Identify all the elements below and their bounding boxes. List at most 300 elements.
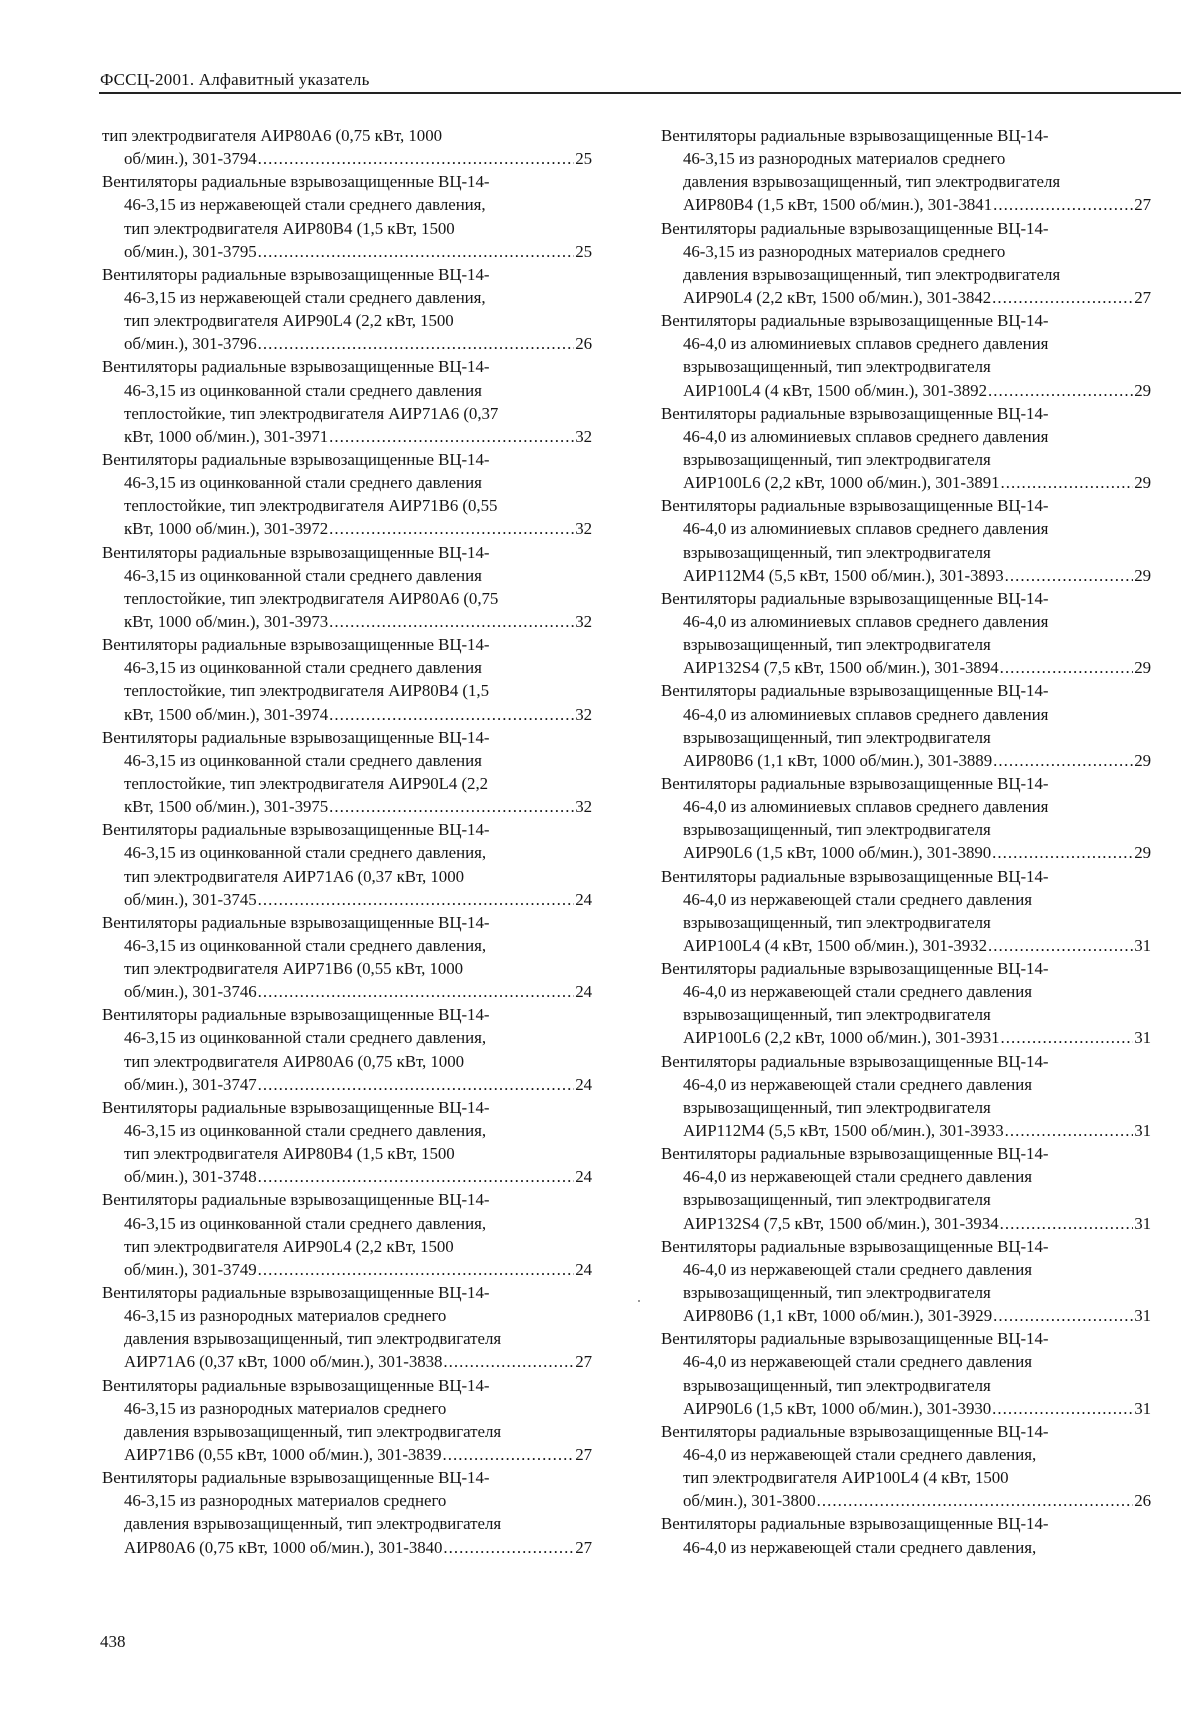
entry-text: взрывозащищенный, тип электродвигателя — [683, 1375, 991, 1395]
entry-text: взрывозащищенный, тип электродвигателя — [683, 1190, 991, 1210]
entry-text: кВт, 1500 об/мин.), 301-3975 — [124, 797, 329, 817]
index-entry — [661, 1327, 1151, 1420]
index-entry — [661, 402, 1151, 495]
index-entry — [102, 355, 592, 448]
entry-text: тип электродвигателя АИР80А6 (0,75 кВт, 1000 — [124, 1051, 464, 1071]
dot-leader — [1001, 471, 1134, 494]
index-entry-line — [102, 332, 592, 355]
index-column-right — [661, 124, 1151, 1559]
index-entry — [661, 217, 1151, 310]
entry-text: Вентиляторы радиальные взрывозащищенные ВЦ-14- — [661, 959, 1049, 979]
dot-leader — [1000, 656, 1134, 679]
index-entry-line — [102, 1050, 592, 1073]
dot-leader — [258, 1165, 575, 1188]
index-entry — [102, 448, 592, 541]
entry-text: 46-3,15 из оцинкованной стали среднего давления — [124, 380, 482, 400]
entry-page-ref: 26 — [1134, 1491, 1151, 1511]
entry-text: Вентиляторы радиальные взрывозащищенные ВЦ-14- — [102, 912, 490, 932]
entry-page-ref: 25 — [575, 149, 592, 169]
entry-text: 46-3,15 из оцинкованной стали среднего давления — [124, 473, 482, 493]
entry-text: тип электродвигателя АИР80В4 (1,5 кВт, 1500 — [124, 218, 455, 238]
index-entry-line — [102, 911, 592, 934]
entry-text: Вентиляторы радиальные взрывозащищенные ВЦ-14- — [102, 172, 490, 192]
entry-text: АИР100L6 (2,2 кВт, 1000 об/мин.), 301-3931 — [683, 1028, 1000, 1048]
entry-text: тип электродвигателя АИР90L4 (2,2 кВт, 1500 — [124, 311, 454, 331]
entry-text: 46-4,0 из нержавеющей стали среднего давления — [683, 889, 1032, 909]
entry-text: Вентиляторы радиальные взрывозащищенные ВЦ-14- — [102, 357, 490, 377]
dot-leader — [329, 517, 574, 540]
entry-page-ref: 29 — [1134, 658, 1151, 678]
entry-page-ref: 31 — [1134, 1213, 1151, 1233]
index-entry-line — [102, 980, 592, 1003]
entry-text: 46-4,0 из нержавеющей стали среднего давления — [683, 1352, 1032, 1372]
entry-page-ref: 32 — [575, 704, 592, 724]
entry-text: взрывозащищенный, тип электродвигателя — [683, 1097, 991, 1117]
index-entry-line — [661, 934, 1151, 957]
entry-text: 46-4,0 из нержавеющей стали среднего давления — [683, 1259, 1032, 1279]
entry-page-ref: 27 — [575, 1537, 592, 1557]
entry-text: взрывозащищенный, тип электродвигателя — [683, 635, 991, 655]
index-entry-line — [661, 1350, 1151, 1373]
index-entry — [661, 494, 1151, 587]
index-entry-line — [102, 1281, 592, 1304]
index-entry — [102, 541, 592, 634]
dot-leader — [258, 1258, 575, 1281]
entry-text: об/мин.), 301-3745 — [124, 889, 257, 909]
entry-text: Вентиляторы радиальные взрывозащищенные ВЦ-14- — [661, 588, 1049, 608]
entry-page-ref: 31 — [1134, 1028, 1151, 1048]
dot-leader — [258, 240, 575, 263]
entry-text: Вентиляторы радиальные взрывозащищенные ВЦ-14- — [661, 866, 1049, 886]
index-entry — [102, 911, 592, 1004]
entry-text: Вентиляторы радиальные взрывозащищенные ВЦ-14- — [661, 1421, 1049, 1441]
index-entry-line — [102, 263, 592, 286]
entry-text: тип электродвигателя АИР71А6 (0,37 кВт, 1000 — [124, 866, 464, 886]
entry-text: АИР132S4 (7,5 кВт, 1500 об/мин.), 301-3934 — [683, 1213, 999, 1233]
entry-text: взрывозащищенный, тип электродвигателя — [683, 1283, 991, 1303]
index-entry-line — [102, 1443, 592, 1466]
index-entry-line — [661, 726, 1151, 749]
dot-leader — [329, 610, 574, 633]
entry-text: 46-3,15 из оцинкованной стали среднего давления, — [124, 1121, 487, 1141]
index-entry-line — [661, 1327, 1151, 1350]
dot-leader — [1005, 564, 1134, 587]
entry-text: Вентиляторы радиальные взрывозащищенные ВЦ-14- — [661, 773, 1049, 793]
entry-text: взрывозащищенный, тип электродвигателя — [683, 912, 991, 932]
entry-text: Вентиляторы радиальные взрывозащищенные ВЦ-14- — [661, 1144, 1049, 1164]
index-entry-line — [661, 263, 1151, 286]
entry-text: Вентиляторы радиальные взрывозащищенные ВЦ-14- — [102, 1005, 490, 1025]
entry-text: взрывозащищенный, тип электродвигателя — [683, 449, 991, 469]
index-entry-line — [661, 818, 1151, 841]
index-entry — [102, 263, 592, 356]
entry-text: АИР71А6 (0,37 кВт, 1000 об/мин.), 301-3838 — [124, 1352, 443, 1372]
index-entry-line — [661, 147, 1151, 170]
index-entry-line — [661, 957, 1151, 980]
index-entry-line — [102, 656, 592, 679]
index-entry-line — [102, 564, 592, 587]
entry-text: АИР71В6 (0,55 кВт, 1000 об/мин.), 301-3839 — [124, 1445, 442, 1465]
entry-text: 46-3,15 из нержавеющей стали среднего давления, — [124, 287, 486, 307]
dot-leader — [993, 193, 1133, 216]
entry-page-ref: 32 — [575, 797, 592, 817]
entry-text: Вентиляторы радиальные взрывозащищенные ВЦ-14- — [661, 681, 1049, 701]
dot-leader — [993, 1304, 1133, 1327]
index-entry — [661, 124, 1151, 217]
entry-text: об/мин.), 301-3794 — [124, 149, 257, 169]
entry-text: Вентиляторы радиальные взрывозащищенные ВЦ-14- — [661, 218, 1049, 238]
entry-page-ref: 31 — [1134, 935, 1151, 955]
index-entry — [661, 957, 1151, 1050]
index-entry-line — [102, 1119, 592, 1142]
dot-leader — [258, 888, 575, 911]
index-entry-line — [102, 841, 592, 864]
index-entry — [661, 772, 1151, 865]
index-entry — [102, 1374, 592, 1467]
index-entry-line — [102, 749, 592, 772]
entry-text: АИР80А6 (0,75 кВт, 1000 об/мин.), 301-3840 — [124, 1537, 443, 1557]
index-entry — [102, 1003, 592, 1096]
entry-text: 46-3,15 из оцинкованной стали среднего давления, — [124, 1028, 487, 1048]
index-entry-line — [661, 633, 1151, 656]
entry-text: АИР80В6 (1,1 кВт, 1000 об/мин.), 301-3889 — [683, 750, 993, 770]
index-entry-line — [102, 1258, 592, 1281]
index-entry-line — [102, 1235, 592, 1258]
entry-text: Вентиляторы радиальные взрывозащищенные ВЦ-14- — [661, 126, 1049, 145]
entry-text: АИР112М4 (5,5 кВт, 1500 об/мин.), 301-3933 — [683, 1121, 1004, 1141]
index-entry-line — [102, 193, 592, 216]
index-entry-line — [102, 610, 592, 633]
index-entry-line — [661, 749, 1151, 772]
index-entry-line — [102, 865, 592, 888]
index-entry-line — [661, 286, 1151, 309]
index-entry-line — [661, 379, 1151, 402]
entry-text: 46-3,15 из оцинкованной стали среднего давления — [124, 565, 482, 585]
entry-text: 46-3,15 из оцинкованной стали среднего давления — [124, 658, 482, 678]
index-entry-line — [102, 309, 592, 332]
entry-text: взрывозащищенный, тип электродвигателя — [683, 820, 991, 840]
index-entry — [102, 726, 592, 819]
index-entry-line — [661, 703, 1151, 726]
index-entry-line — [661, 1235, 1151, 1258]
index-entry-line — [102, 1420, 592, 1443]
index-entry-line — [661, 402, 1151, 425]
dot-leader — [817, 1489, 1134, 1512]
index-column-left — [102, 124, 592, 1559]
index-entry-line — [102, 1536, 592, 1559]
index-entry-line — [102, 448, 592, 471]
entry-text: 46-3,15 из оцинкованной стали среднего давления, — [124, 843, 487, 863]
index-entry — [102, 1188, 592, 1281]
dot-leader — [258, 332, 575, 355]
entry-text: 46-4,0 из нержавеющей стали среднего давления — [683, 982, 1032, 1002]
entry-text: 46-4,0 из алюминиевых сплавов среднего давления — [683, 426, 1049, 446]
entry-text: 46-3,15 из разнородных материалов среднего — [124, 1398, 447, 1418]
entry-page-ref: 32 — [575, 611, 592, 631]
index-entry-line — [661, 841, 1151, 864]
index-entry-line — [661, 1489, 1151, 1512]
entry-text: об/мин.), 301-3796 — [124, 334, 257, 354]
entry-page-ref: 32 — [575, 426, 592, 446]
index-entry-line — [102, 355, 592, 378]
index-entry-line — [102, 795, 592, 818]
index-entry-line — [102, 1212, 592, 1235]
entry-text: давления взрывозащищенный, тип электродвигателя — [124, 1421, 502, 1441]
index-entry-line — [102, 541, 592, 564]
entry-text: давления взрывозащищенный, тип электродвигателя — [683, 172, 1061, 192]
entry-text: теплостойкие, тип электродвигателя АИР80А6 (0,75 — [124, 588, 499, 608]
dot-leader — [988, 934, 1133, 957]
entry-text: АИР90L6 (1,5 кВт, 1000 об/мин.), 301-3930 — [683, 1398, 992, 1418]
entry-text: взрывозащищенный, тип электродвигателя — [683, 357, 991, 377]
entry-page-ref: 24 — [575, 1167, 592, 1187]
entry-text: 46-3,15 из разнородных материалов среднего — [124, 1491, 447, 1511]
index-entry-line — [661, 1512, 1151, 1535]
entry-text: АИР80В6 (1,1 кВт, 1000 об/мин.), 301-3929 — [683, 1306, 993, 1326]
entry-text: АИР100L4 (4 кВт, 1500 об/мин.), 301-3892 — [683, 380, 987, 400]
index-entry — [102, 818, 592, 911]
index-entry-line — [102, 494, 592, 517]
entry-text: давления взрывозащищенный, тип электродвигателя — [683, 264, 1061, 284]
entry-text: 46-3,15 из нержавеющей стали среднего давления, — [124, 195, 486, 215]
index-entry-line — [661, 1188, 1151, 1211]
index-entry-line — [661, 240, 1151, 263]
index-entry-line — [661, 1026, 1151, 1049]
index-entry — [661, 1512, 1151, 1558]
index-entry-line — [102, 726, 592, 749]
scan-speck — [638, 1300, 640, 1302]
entry-text: об/мин.), 301-3795 — [124, 241, 257, 261]
dot-leader — [258, 1073, 575, 1096]
index-entry-line — [102, 147, 592, 170]
index-entry — [102, 170, 592, 263]
index-entry-line — [661, 980, 1151, 1003]
dot-leader — [992, 1397, 1133, 1420]
index-entry-line — [102, 772, 592, 795]
entry-text: 46-4,0 из алюминиевых сплавов среднего давления — [683, 519, 1049, 539]
entry-text: 46-4,0 из алюминиевых сплавов среднего давления — [683, 704, 1049, 724]
index-entry — [661, 1050, 1151, 1143]
index-entry-line — [102, 379, 592, 402]
index-entry-line — [661, 865, 1151, 888]
entry-page-ref: 25 — [575, 241, 592, 261]
index-entry-line — [102, 1026, 592, 1049]
index-entry-line — [661, 1142, 1151, 1165]
entry-text: Вентиляторы радиальные взрывозащищенные ВЦ-14- — [102, 449, 490, 469]
entry-text: АИР100L4 (4 кВт, 1500 об/мин.), 301-3932 — [683, 935, 987, 955]
index-entry-line — [661, 1304, 1151, 1327]
entry-text: Вентиляторы радиальные взрывозащищенные ВЦ-14- — [102, 820, 490, 840]
dot-leader — [443, 1536, 574, 1559]
dot-leader — [443, 1443, 575, 1466]
entry-text: АИР112М4 (5,5 кВт, 1500 об/мин.), 301-3893 — [683, 565, 1004, 585]
entry-text: кВт, 1000 об/мин.), 301-3973 — [124, 611, 329, 631]
entry-text: Вентиляторы радиальные взрывозащищенные ВЦ-14- — [102, 264, 490, 284]
index-entry-line — [661, 679, 1151, 702]
dot-leader — [993, 749, 1133, 772]
dot-leader — [988, 379, 1133, 402]
entry-text: АИР132S4 (7,5 кВт, 1500 об/мин.), 301-3894 — [683, 658, 999, 678]
entry-text: Вентиляторы радиальные взрывозащищенные ВЦ-14- — [661, 1514, 1049, 1534]
entry-text: тип электродвигателя АИР80А6 (0,75 кВт, 1000 — [102, 126, 442, 145]
index-entry-line — [661, 587, 1151, 610]
entry-page-ref: 31 — [1134, 1306, 1151, 1326]
index-entry-line — [661, 217, 1151, 240]
entry-text: 46-3,15 из оцинкованной стали среднего давления, — [124, 1213, 487, 1233]
index-entry-line — [661, 888, 1151, 911]
entry-page-ref: 29 — [1134, 380, 1151, 400]
entry-text: тип электродвигателя АИР90L4 (2,2 кВт, 1500 — [124, 1236, 454, 1256]
entry-page-ref: 31 — [1134, 1398, 1151, 1418]
entry-text: давления взрывозащищенный, тип электродвигателя — [124, 1329, 502, 1349]
entry-text: теплостойкие, тип электродвигателя АИР71А6 (0,37 — [124, 403, 499, 423]
entry-text: 46-4,0 из нержавеющей стали среднего давления — [683, 1167, 1032, 1187]
entry-text: АИР90L4 (2,2 кВт, 1500 об/мин.), 301-3842 — [683, 287, 992, 307]
entry-page-ref: 27 — [1134, 195, 1151, 215]
entry-text: Вентиляторы радиальные взрывозащищенные ВЦ-14- — [102, 1468, 490, 1488]
entry-page-ref: 32 — [575, 519, 592, 539]
dot-leader — [258, 147, 575, 170]
index-entry-line — [102, 1374, 592, 1397]
page-number: 438 — [100, 1632, 126, 1651]
entry-text: взрывозащищенный, тип электродвигателя — [683, 727, 991, 747]
index-entry-line — [661, 494, 1151, 517]
index-entry-line — [661, 1003, 1151, 1026]
index-entry — [102, 633, 592, 726]
dot-leader — [329, 795, 574, 818]
index-entry-line — [661, 309, 1151, 332]
entry-text: тип электродвигателя АИР80В4 (1,5 кВт, 1500 — [124, 1144, 455, 1164]
index-entry-line — [102, 587, 592, 610]
index-entry-line — [661, 656, 1151, 679]
index-entry-line — [102, 1466, 592, 1489]
entry-text: тип электродвигателя АИР100L4 (4 кВт, 1500 — [683, 1468, 1009, 1488]
index-entry — [661, 865, 1151, 958]
entry-text: Вентиляторы радиальные взрывозащищенные ВЦ-14- — [102, 1097, 490, 1117]
index-entry-line — [661, 332, 1151, 355]
entry-text: 46-4,0 из алюминиевых сплавов среднего давления — [683, 797, 1049, 817]
index-entry — [661, 1142, 1151, 1235]
entry-page-ref: 24 — [575, 889, 592, 909]
entry-text: АИР90L6 (1,5 кВт, 1000 об/мин.), 301-3890 — [683, 843, 992, 863]
index-entry-line — [102, 679, 592, 702]
index-entry-line — [102, 1165, 592, 1188]
entry-text: АИР100L6 (2,2 кВт, 1000 об/мин.), 301-3891 — [683, 473, 1000, 493]
index-entry-line — [102, 217, 592, 240]
index-entry-line — [661, 541, 1151, 564]
entry-text: взрывозащищенный, тип электродвигателя — [683, 542, 991, 562]
index-entry-line — [102, 957, 592, 980]
entry-text: кВт, 1500 об/мин.), 301-3974 — [124, 704, 329, 724]
index-entry-line — [661, 610, 1151, 633]
dot-leader — [1000, 1212, 1134, 1235]
entry-page-ref: 31 — [1134, 1121, 1151, 1141]
entry-text: теплостойкие, тип электродвигателя АИР71В6 (0,55 — [124, 496, 498, 516]
index-entry-line — [102, 633, 592, 656]
entry-text: Вентиляторы радиальные взрывозащищенные ВЦ-14- — [102, 1190, 490, 1210]
index-entry-line — [661, 193, 1151, 216]
index-entry-line — [102, 1188, 592, 1211]
entry-page-ref: 26 — [575, 334, 592, 354]
index-entry-line — [661, 1119, 1151, 1142]
entry-text: Вентиляторы радиальные взрывозащищенные ВЦ-14- — [661, 496, 1049, 516]
index-entry-line — [102, 471, 592, 494]
entry-text: 46-4,0 из нержавеющей стали среднего давления, — [683, 1537, 1037, 1557]
index-entry — [661, 679, 1151, 772]
index-entry-line — [102, 517, 592, 540]
index-entry-line — [661, 170, 1151, 193]
index-entry-line — [102, 1003, 592, 1026]
entry-text: об/мин.), 301-3800 — [683, 1491, 816, 1511]
index-entry — [102, 1466, 592, 1559]
dot-leader — [1005, 1119, 1134, 1142]
dot-leader — [1001, 1026, 1134, 1049]
entry-text: тип электродвигателя АИР71В6 (0,55 кВт, 1000 — [124, 959, 464, 979]
index-entry-line — [102, 818, 592, 841]
entry-text: об/мин.), 301-3747 — [124, 1074, 257, 1094]
index-entry-line — [102, 1489, 592, 1512]
entry-page-ref: 27 — [1134, 287, 1151, 307]
entry-text: Вентиляторы радиальные взрывозащищенные ВЦ-14- — [661, 311, 1049, 331]
index-entry-line — [661, 1536, 1151, 1559]
entry-text: взрывозащищенный, тип электродвигателя — [683, 1005, 991, 1025]
index-entry-line — [102, 1073, 592, 1096]
index-entry-line — [102, 1327, 592, 1350]
entry-page-ref: 29 — [1134, 473, 1151, 493]
index-entry-line — [102, 1397, 592, 1420]
index-entry — [661, 1235, 1151, 1328]
entry-text: об/мин.), 301-3749 — [124, 1259, 257, 1279]
index-entry — [102, 124, 592, 170]
index-entry-line — [102, 240, 592, 263]
index-entry-line — [661, 517, 1151, 540]
index-entry-line — [661, 911, 1151, 934]
entry-page-ref: 24 — [575, 1259, 592, 1279]
dot-leader — [329, 703, 574, 726]
index-entry-line — [661, 1258, 1151, 1281]
index-entry-line — [102, 170, 592, 193]
entry-text: 46-3,15 из оцинкованной стали среднего давления, — [124, 935, 487, 955]
entry-text: Вентиляторы радиальные взрывозащищенные ВЦ-14- — [661, 403, 1049, 423]
index-entry-line — [661, 1050, 1151, 1073]
entry-text: АИР80В4 (1,5 кВт, 1500 об/мин.), 301-3841 — [683, 195, 993, 215]
entry-page-ref: 27 — [575, 1352, 592, 1372]
index-entry-line — [661, 448, 1151, 471]
index-entry-line — [661, 1281, 1151, 1304]
entry-text: кВт, 1000 об/мин.), 301-3972 — [124, 519, 329, 539]
entry-text: Вентиляторы радиальные взрывозащищенные ВЦ-14- — [102, 1283, 490, 1303]
index-entry — [102, 1096, 592, 1189]
index-entry-line — [661, 795, 1151, 818]
dot-leader — [329, 425, 574, 448]
entry-text: Вентиляторы радиальные взрывозащищенные ВЦ-14- — [102, 1375, 490, 1395]
entry-text: 46-4,0 из нержавеющей стали среднего давления — [683, 1074, 1032, 1094]
index-entry-line — [102, 402, 592, 425]
dot-leader — [258, 980, 575, 1003]
entry-text: теплостойкие, тип электродвигателя АИР80В4 (1,5 — [124, 681, 489, 701]
entry-text: кВт, 1000 об/мин.), 301-3971 — [124, 426, 329, 446]
dot-leader — [992, 286, 1133, 309]
entry-text: об/мин.), 301-3746 — [124, 982, 257, 1002]
index-entry-line — [102, 1096, 592, 1119]
index-entry — [661, 587, 1151, 680]
index-entry-line — [661, 1212, 1151, 1235]
index-entry-line — [661, 1165, 1151, 1188]
index-entry-line — [661, 564, 1151, 587]
index-entry-line — [102, 1304, 592, 1327]
index-entry-line — [102, 1142, 592, 1165]
header-rule — [99, 92, 1181, 94]
